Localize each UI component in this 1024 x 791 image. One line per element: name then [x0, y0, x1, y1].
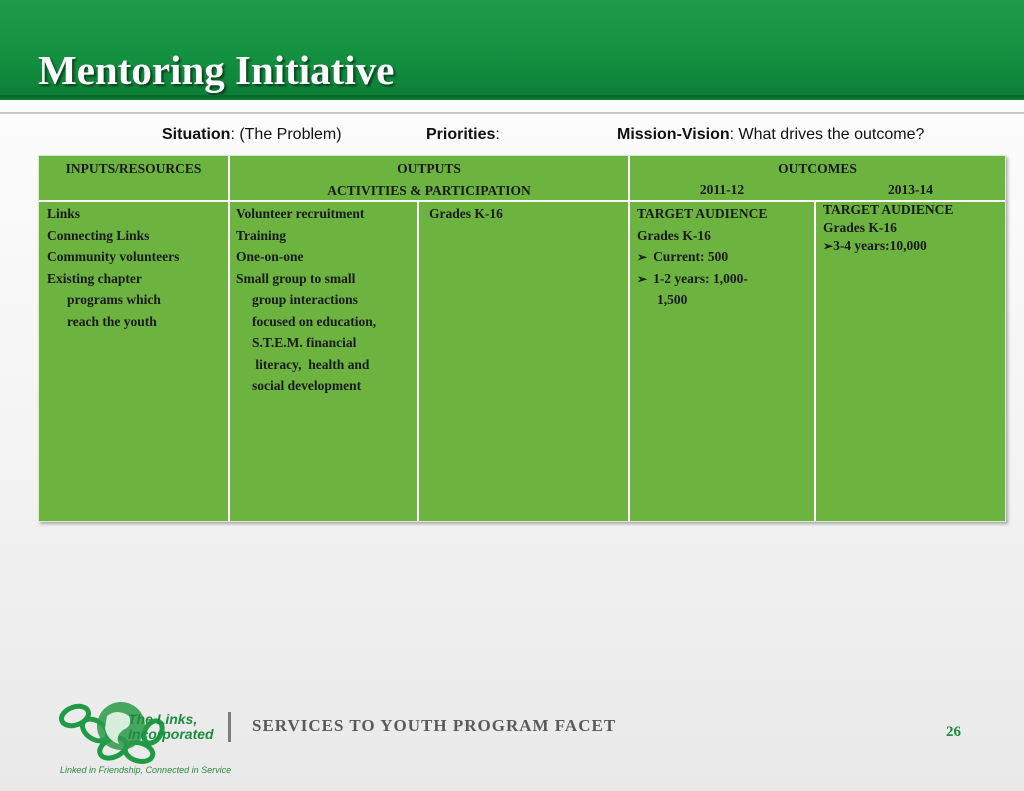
participation-list: [429, 203, 503, 225]
priorities-label: Priorities:: [426, 126, 500, 143]
logic-model-table: [38, 155, 1006, 522]
target-audience-title: TARGET AUDIENCE: [637, 206, 768, 221]
list-item: ➢ Current: 500: [637, 246, 767, 268]
list-item: Training: [236, 227, 287, 243]
col-divider: [814, 201, 816, 521]
activities-list: [236, 203, 376, 397]
slide-title: Mentoring Initiative: [38, 47, 395, 93]
col-divider: [628, 156, 630, 521]
logo-name: The Links, Incorporated: [128, 711, 214, 742]
list-item: Links: [47, 206, 81, 221]
list-item: social development: [252, 378, 362, 393]
header-outputs: OUTPUTS ACTIVITIES & PARTICIPATION: [327, 161, 531, 198]
list-item: group interactions: [252, 292, 358, 307]
list-item: focused on education,: [252, 313, 377, 329]
header-year-2013: 2013-14: [888, 182, 933, 197]
logo-tagline: Linked in Friendship, Connected in Service: [60, 765, 232, 775]
list-item: One-on-one: [236, 249, 304, 264]
title-underline: [0, 95, 1024, 98]
footer-divider: [228, 712, 231, 742]
inputs-list: [47, 203, 179, 332]
header-year-2011: 2011-12: [699, 182, 745, 197]
list-item: Community volunteers: [47, 249, 180, 264]
list-item: ➢ 1-2 years: 1,000-: [637, 268, 767, 290]
mission-vision-label: Mission-Vision: What drives the outcome?: [617, 126, 925, 143]
list-item: 1,500: [657, 292, 688, 307]
list-item: literacy, health and: [252, 356, 370, 372]
arrow-bullet-icon: ➢: [823, 239, 834, 253]
outcome-2013-list: [823, 201, 953, 255]
list-item: programs which: [67, 292, 161, 307]
col-divider: [228, 156, 230, 521]
list-item: Grades K-16: [429, 206, 503, 221]
grades-label: Grades K-16: [637, 227, 711, 243]
header-outcomes: OUTCOMES: [778, 161, 857, 176]
page-number: 26: [946, 724, 961, 740]
col-divider: [417, 201, 419, 521]
grades-label: Grades K-16: [823, 220, 897, 235]
list-item: Existing chapter: [47, 270, 142, 286]
outcome-2011-list: [637, 203, 767, 311]
target-audience-title: TARGET AUDIENCE: [823, 202, 954, 217]
list-item: ➢3-4 years:10,000: [823, 238, 927, 253]
list-item: Connecting Links: [47, 227, 150, 243]
title-bar: [0, 0, 1024, 100]
title-separator: [0, 112, 1024, 114]
list-item: Small group to small: [236, 270, 356, 286]
list-item: Volunteer recruitment: [236, 206, 365, 221]
list-item: S.T.E.M. financial: [252, 335, 357, 350]
footer-program-facet: SERVICES TO YOUTH PROGRAM FACET: [252, 716, 617, 735]
situation-label: Situation: (The Problem): [162, 126, 342, 143]
list-item: reach the youth: [67, 313, 157, 329]
header-inputs: INPUTS/RESOURCES: [65, 161, 202, 176]
